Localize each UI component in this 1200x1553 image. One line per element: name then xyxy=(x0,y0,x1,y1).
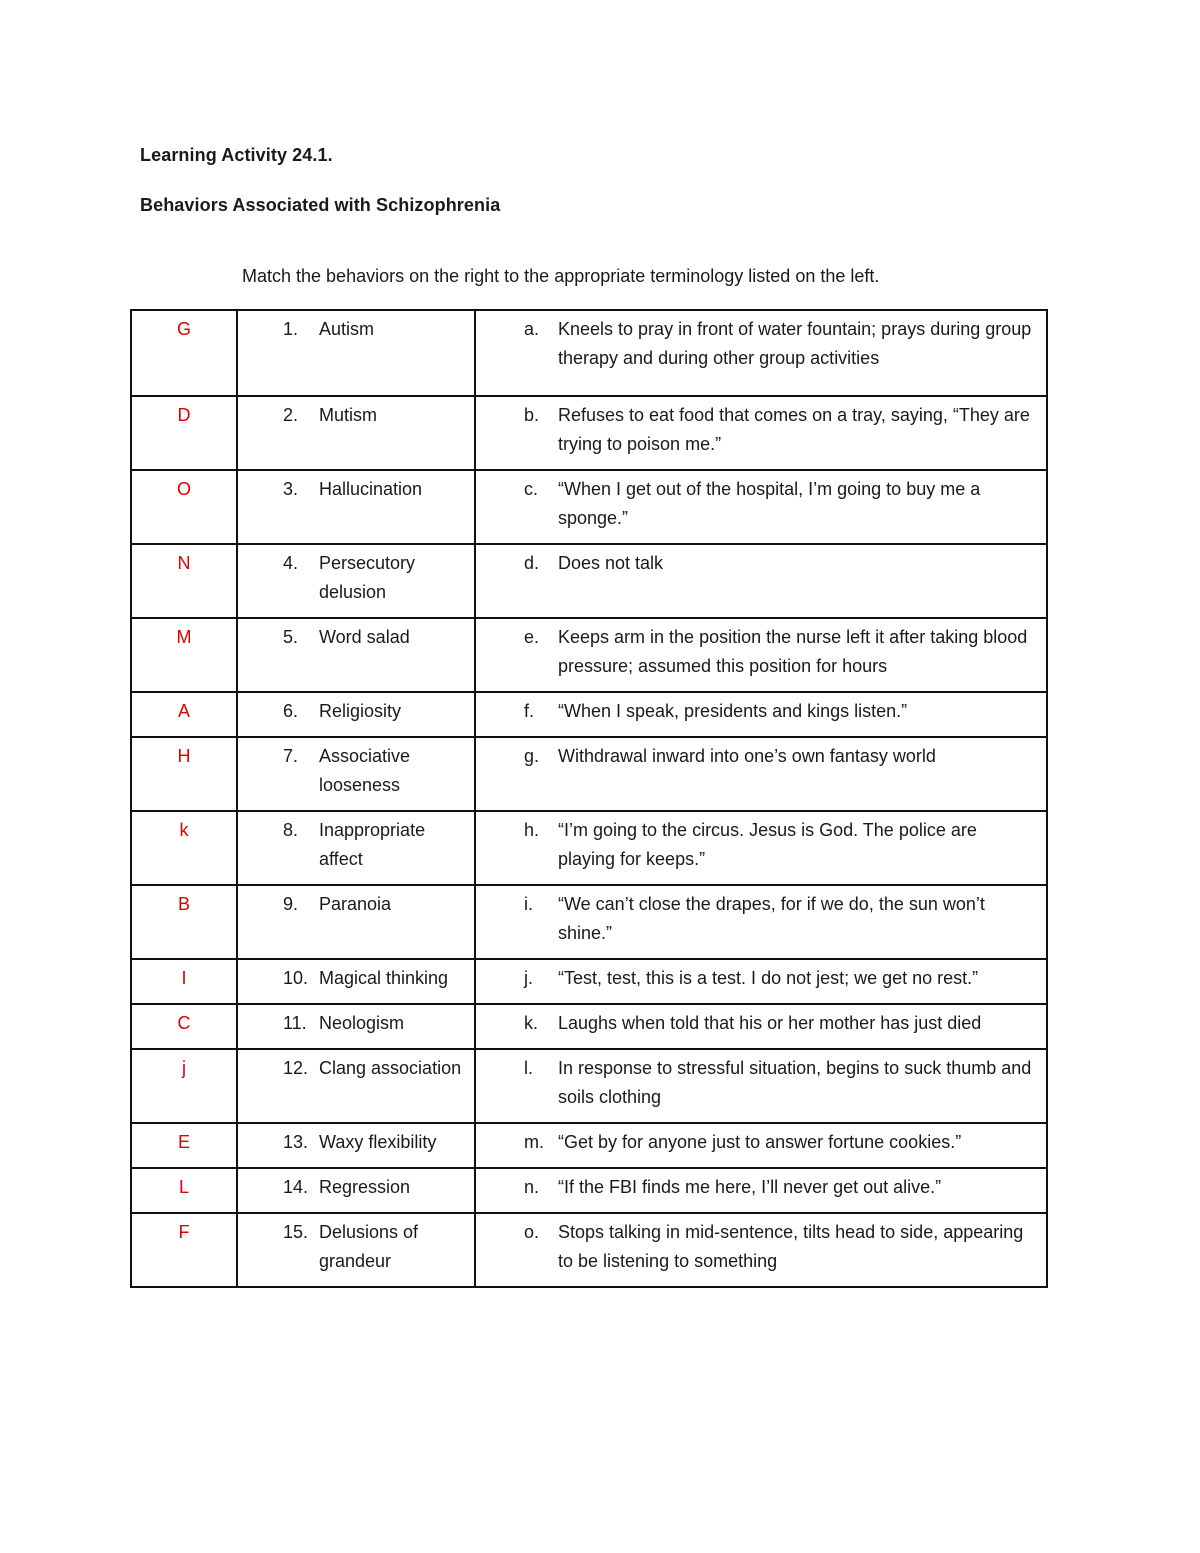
answer-cell xyxy=(131,396,237,470)
term-label: Religiosity xyxy=(319,701,402,721)
term-label: Persecutory delusion xyxy=(319,553,416,602)
answer-letter: N xyxy=(177,553,191,573)
behavior-letter: g. xyxy=(524,746,540,766)
term-number: 6. xyxy=(283,701,299,721)
behavior-letter: m. xyxy=(524,1132,544,1152)
behavior-text: “Get by for anyone just to answer fortune cookies.” xyxy=(558,1132,962,1152)
term-label: Autism xyxy=(319,319,375,339)
answer-cell xyxy=(131,1123,237,1168)
answer-letter: C xyxy=(177,1013,191,1033)
term-cell xyxy=(237,1168,475,1213)
activity-subtitle: Behaviors Associated with Schizophrenia xyxy=(140,195,501,215)
term-label: Associative looseness xyxy=(319,746,411,795)
table-row xyxy=(131,692,1047,737)
answer-cell xyxy=(131,470,237,544)
answer-cell xyxy=(131,1168,237,1213)
behavior-letter: h. xyxy=(524,820,540,840)
behavior-text: Withdrawal inward into one’s own fantasy world xyxy=(558,746,936,766)
behavior-text: Laughs when told that his or her mother has just died xyxy=(558,1013,982,1033)
term-cell xyxy=(237,310,475,396)
behavior-text: “We can’t close the drapes, for if we do, the sun won’t shine.” xyxy=(558,894,985,943)
term-cell xyxy=(237,470,475,544)
behavior-cell xyxy=(475,811,1047,885)
behavior-letter: e. xyxy=(524,627,540,647)
term-cell xyxy=(237,737,475,811)
term-cell xyxy=(237,618,475,692)
behavior-text: Kneels to pray in front of water fountain; prays during group therapy and during other group activities xyxy=(558,319,1032,368)
term-number: 1. xyxy=(283,319,299,339)
answer-letter: L xyxy=(178,1177,189,1197)
term-cell xyxy=(237,959,475,1004)
term-number: 10. xyxy=(283,968,309,988)
table-row xyxy=(131,959,1047,1004)
term-number: 8. xyxy=(283,820,299,840)
behavior-text: “When I get out of the hospital, I’m going to buy me a sponge.” xyxy=(558,479,981,528)
instructions: Match the behaviors on the right to the appropriate terminology listed on the left. xyxy=(242,266,880,286)
behavior-cell xyxy=(475,618,1047,692)
behavior-letter: d. xyxy=(524,553,540,573)
term-number: 3. xyxy=(283,479,299,499)
term-label: Magical thinking xyxy=(319,968,449,988)
behavior-text: Does not talk xyxy=(558,553,664,573)
term-cell xyxy=(237,1004,475,1049)
answer-cell xyxy=(131,692,237,737)
term-label: Inappropriate affect xyxy=(319,820,426,869)
term-cell xyxy=(237,544,475,618)
behavior-cell xyxy=(475,310,1047,396)
matching-table xyxy=(130,309,1048,1288)
answer-letter: O xyxy=(176,479,191,499)
behavior-cell xyxy=(475,1049,1047,1123)
behavior-text: In response to stressful situation, begins to suck thumb and soils clothing xyxy=(558,1058,1032,1107)
behavior-cell xyxy=(475,885,1047,959)
behavior-letter: c. xyxy=(524,479,539,499)
term-number: 11. xyxy=(283,1013,307,1033)
term-cell xyxy=(237,1213,475,1287)
answer-cell xyxy=(131,737,237,811)
answer-cell xyxy=(131,1004,237,1049)
term-cell xyxy=(237,1049,475,1123)
behavior-cell xyxy=(475,959,1047,1004)
term-number: 9. xyxy=(283,894,299,914)
term-number: 15. xyxy=(283,1222,309,1242)
answer-letter: A xyxy=(177,701,190,721)
behavior-letter: a. xyxy=(524,319,540,339)
answer-letter: D xyxy=(177,405,191,425)
behavior-cell xyxy=(475,470,1047,544)
behavior-text: Stops talking in mid-sentence, tilts head to side, appearing to be listening to something xyxy=(558,1222,1024,1271)
term-label: Mutism xyxy=(319,405,377,425)
term-cell xyxy=(237,885,475,959)
table-row xyxy=(131,470,1047,544)
term-number: 5. xyxy=(283,627,299,647)
table-row xyxy=(131,396,1047,470)
behavior-cell xyxy=(475,737,1047,811)
behavior-letter: f. xyxy=(524,701,535,721)
table-row xyxy=(131,811,1047,885)
behavior-cell xyxy=(475,1168,1047,1213)
term-label: Delusions of grandeur xyxy=(319,1222,419,1271)
term-cell xyxy=(237,1123,475,1168)
table-row xyxy=(131,885,1047,959)
behavior-letter: l. xyxy=(524,1058,533,1078)
behavior-letter: b. xyxy=(524,405,540,425)
behavior-letter: j. xyxy=(524,968,533,988)
answer-letter: I xyxy=(181,968,187,988)
answer-letter: H xyxy=(177,746,191,766)
behavior-text: Refuses to eat food that comes on a tray, saying, “They are trying to poison me.” xyxy=(558,405,1030,454)
term-cell xyxy=(237,692,475,737)
answer-letter: k xyxy=(179,820,189,840)
table-row xyxy=(131,1213,1047,1287)
answer-letter: E xyxy=(177,1132,190,1152)
term-number: 4. xyxy=(283,553,299,573)
term-number: 7. xyxy=(283,746,299,766)
answer-letter: j xyxy=(182,1058,186,1078)
answer-cell xyxy=(131,1049,237,1123)
term-label: Neologism xyxy=(319,1013,405,1033)
term-label: Paranoia xyxy=(319,894,392,914)
term-label: Hallucination xyxy=(319,479,423,499)
table-row xyxy=(131,1168,1047,1213)
behavior-letter: o. xyxy=(524,1222,540,1242)
term-number: 2. xyxy=(283,405,299,425)
table-row xyxy=(131,1004,1047,1049)
term-label: Regression xyxy=(319,1177,411,1197)
table-row xyxy=(131,1049,1047,1123)
term-number: 12. xyxy=(283,1058,309,1078)
behavior-text: “When I speak, presidents and kings listen.” xyxy=(558,701,908,721)
answer-letter: M xyxy=(176,627,192,647)
answer-cell xyxy=(131,1213,237,1287)
table-row xyxy=(131,618,1047,692)
table-row xyxy=(131,737,1047,811)
behavior-cell xyxy=(475,692,1047,737)
behavior-text: “Test, test, this is a test. I do not jest; we get no rest.” xyxy=(558,968,979,988)
table-row xyxy=(131,1123,1047,1168)
answer-letter: F xyxy=(178,1222,190,1242)
behavior-cell xyxy=(475,1123,1047,1168)
behavior-text: Keeps arm in the position the nurse left it after taking blood pressure; assumed this position for hours xyxy=(558,627,1028,676)
behavior-cell xyxy=(475,1213,1047,1287)
behavior-letter: n. xyxy=(524,1177,540,1197)
behavior-cell xyxy=(475,544,1047,618)
term-cell xyxy=(237,811,475,885)
term-number: 14. xyxy=(283,1177,309,1197)
behavior-cell xyxy=(475,396,1047,470)
answer-cell xyxy=(131,811,237,885)
answer-letter: B xyxy=(177,894,190,914)
behavior-letter: k. xyxy=(524,1013,539,1033)
table-row xyxy=(131,544,1047,618)
behavior-text: “If the FBI finds me here, I’ll never get out alive.” xyxy=(558,1177,942,1197)
answer-cell xyxy=(131,544,237,618)
answer-cell xyxy=(131,959,237,1004)
behavior-cell xyxy=(475,1004,1047,1049)
term-cell xyxy=(237,396,475,470)
term-label: Word salad xyxy=(319,627,410,647)
term-number: 13. xyxy=(283,1132,309,1152)
behavior-text: “I’m going to the circus. Jesus is God. The police are playing for keeps.” xyxy=(558,820,977,869)
behavior-letter: i. xyxy=(524,894,533,914)
answer-cell xyxy=(131,310,237,396)
term-label: Clang association xyxy=(319,1058,462,1078)
term-label: Waxy flexibility xyxy=(319,1132,437,1152)
answer-cell xyxy=(131,885,237,959)
activity-title: Learning Activity 24.1. xyxy=(140,145,333,165)
answer-letter: G xyxy=(176,319,191,339)
table-row xyxy=(131,310,1047,396)
answer-cell xyxy=(131,618,237,692)
